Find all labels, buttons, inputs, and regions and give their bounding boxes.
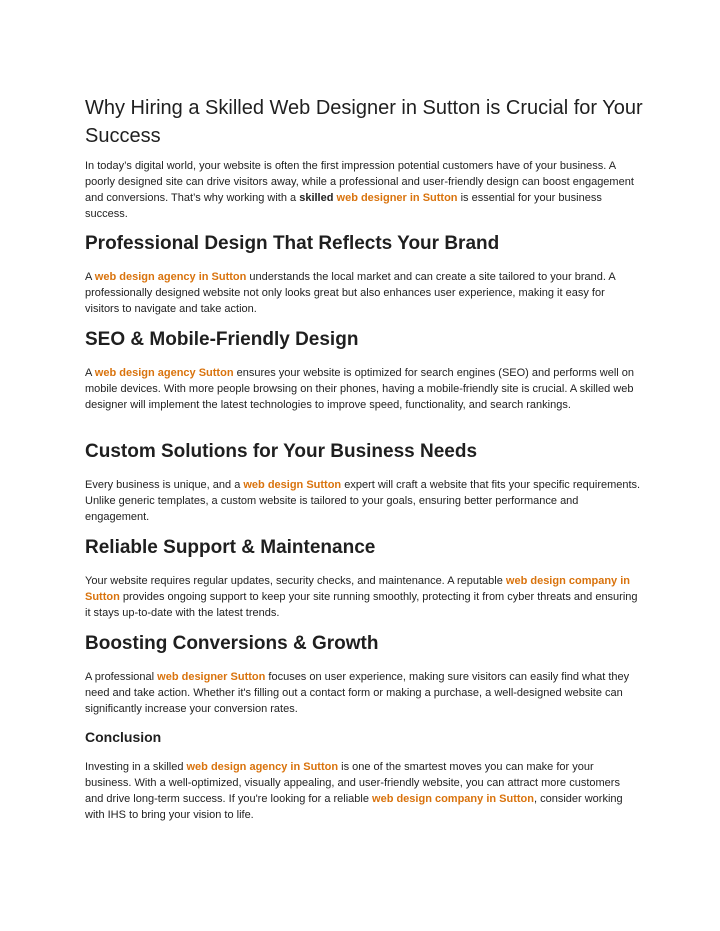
- s5-text-1: A professional: [85, 671, 158, 683]
- intro-paragraph: [85, 158, 641, 222]
- s4-text-2: provides ongoing support to keep your site running smoothly, protecting it from cyber threats and ensuring it stays up-to-date with the latest trends.: [85, 591, 638, 619]
- conclusion-paragraph: [85, 759, 641, 823]
- section-heading-support-maintenance: Reliable Support & Maintenance: [85, 537, 376, 558]
- page-title: Why Hiring a Skilled Web Designer in Sutton is Crucial for Your Success: [85, 97, 643, 147]
- professional-design-paragraph: [85, 269, 641, 317]
- link-web-design-agency-sutton[interactable]: web design agency Sutton: [94, 367, 234, 379]
- conclusion-text-3: , consider working with IHS to bring your vision to life.: [85, 793, 623, 821]
- intro-text-3: is essential for your business success.: [85, 192, 602, 220]
- s5-text-2: focuses on user experience, making sure visitors can easily find what they need and take action. Whether it's filling out a contact form or making a purchase, a well-designed website can significantly increase your conversion rates.: [85, 671, 630, 715]
- link-web-design-company-in-sutton[interactable]: web design company in Sutton: [85, 575, 630, 603]
- s2-text-1: A: [85, 367, 95, 379]
- seo-mobile-paragraph: [85, 365, 641, 413]
- s2-text-2: ensures your website is optimized for search engines (SEO) and performs well on mobile devices. With more people browsing on their phones, having a mobile-friendly site is crucial. A skilled web designer will implement the latest technologies to improve speed, functionality, and search rankings.: [85, 367, 635, 411]
- boosting-conversions-paragraph: [85, 669, 641, 717]
- conclusion-text-2: is one of the smartest moves you can make for your business. With a well-optimized, visually appealing, and user-friendly website, you can attract more customers and drive long-term success. If you're looking for a reliable: [85, 761, 620, 805]
- s3-text-2: expert will craft a website that fits your specific requirements. Unlike generic templates, a custom website is tailored to your goals, ensuring better performance and engagement.: [85, 479, 641, 523]
- link-web-design-agency-in-sutton[interactable]: web design agency in Sutton: [94, 271, 247, 283]
- link-web-design-sutton[interactable]: web design Sutton: [243, 479, 342, 491]
- section-heading-boosting-conversions: Boosting Conversions & Growth: [85, 633, 379, 654]
- s4-text-1: Your website requires regular updates, security checks, and maintenance. A reputable: [85, 575, 506, 587]
- link-web-designer-sutton[interactable]: web designer Sutton: [157, 671, 266, 683]
- section-heading-custom-solutions: Custom Solutions for Your Business Needs: [85, 441, 478, 462]
- section-heading-conclusion: Conclusion: [85, 729, 162, 745]
- conclusion-text-1: Investing in a skilled: [85, 761, 187, 773]
- intro-strong-text: skilled: [299, 192, 334, 204]
- link-web-designer-in-sutton[interactable]: web designer in Sutton: [336, 192, 458, 204]
- custom-solutions-paragraph: [85, 477, 641, 525]
- section-heading-professional-design: Professional Design That Reflects Your Brand: [85, 233, 500, 254]
- link-web-design-company-in-sutton-conclusion[interactable]: web design company in Sutton: [372, 793, 534, 805]
- s3-text-1: Every business is unique, and a: [85, 479, 244, 491]
- intro-text-1: In today’s digital world, your website is often the first impression potential customers have of your business. A poorly designed site can drive visitors away, while a professional and user-friendly design can boost engagement and conversions. That’s why working with a: [85, 160, 634, 204]
- section-heading-seo-mobile: SEO & Mobile-Friendly Design: [85, 329, 359, 350]
- support-maintenance-paragraph: [85, 573, 641, 621]
- s1-text-2: understands the local market and can create a site tailored to your brand. A professionally designed website not only looks great but also enhances user experience, making it easy for visitors to navigate and take action.: [85, 271, 616, 315]
- s1-text-1: A: [85, 271, 95, 283]
- link-web-design-agency-in-sutton-conclusion[interactable]: web design agency in Sutton: [186, 761, 339, 773]
